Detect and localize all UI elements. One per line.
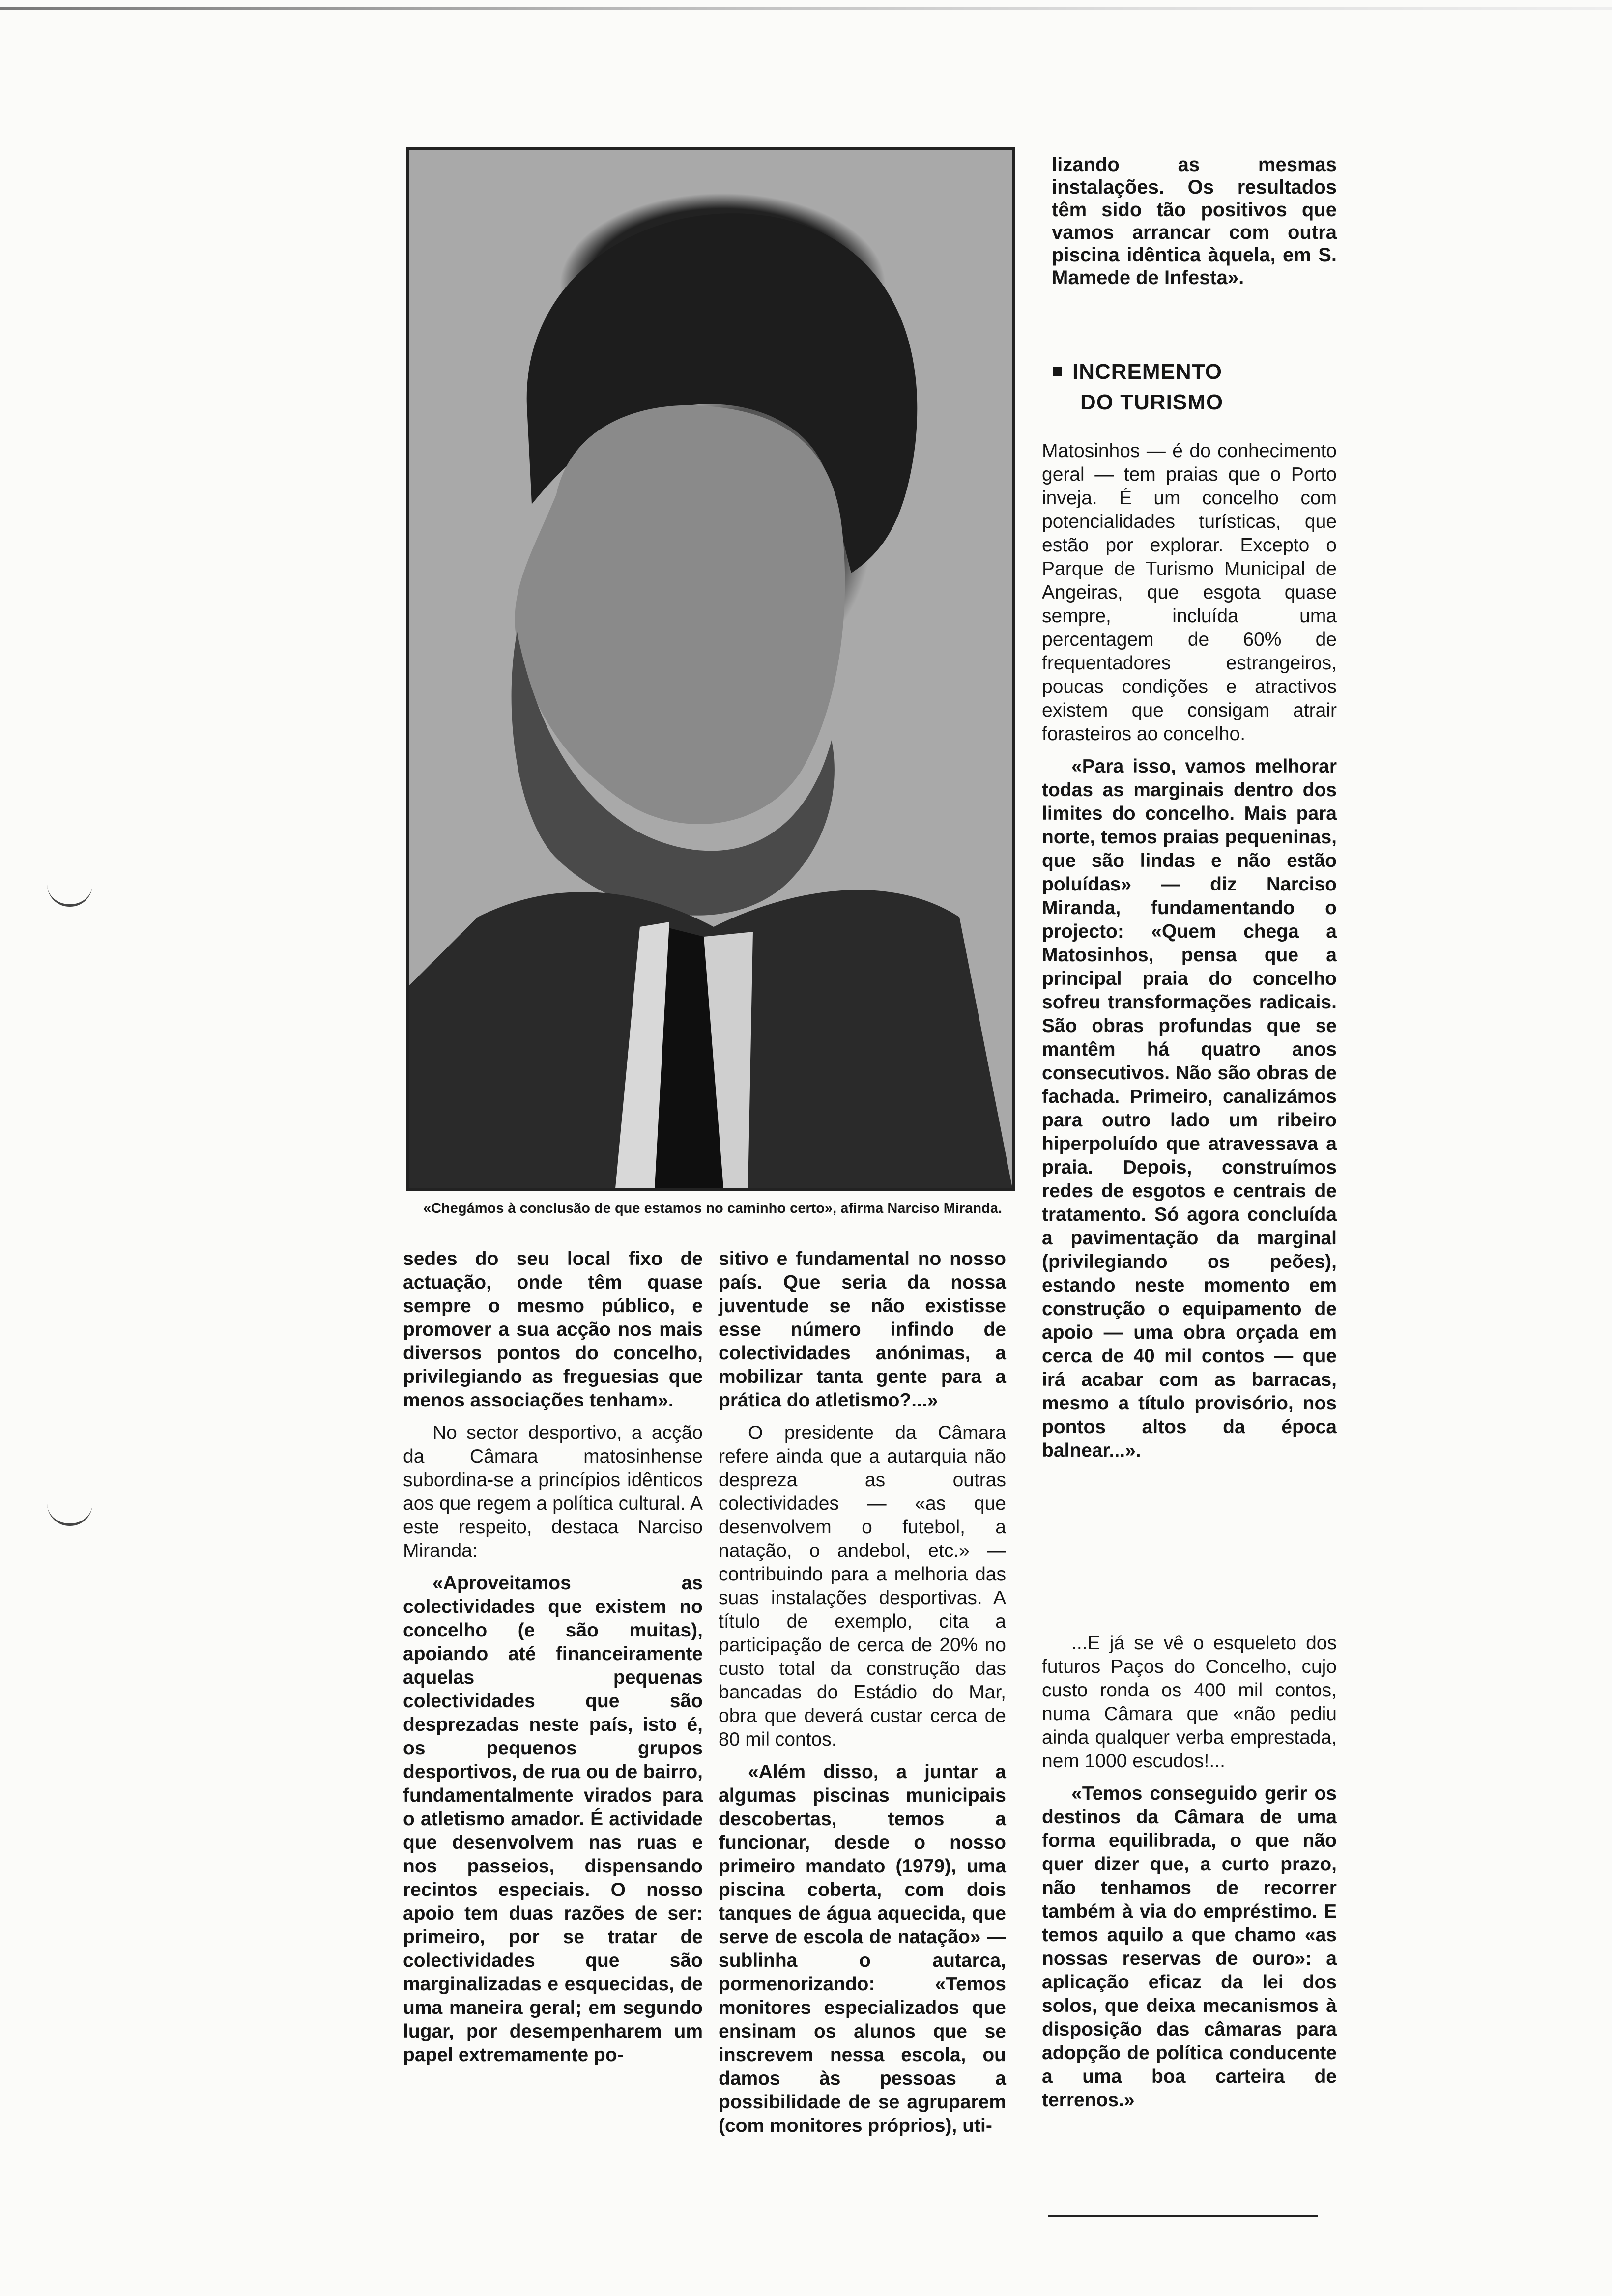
photo-caption: «Chegámos à conclusão de que estamos no caminho certo», afirma Narciso Miranda.: [423, 1201, 1003, 1216]
bullet-square-icon: [1053, 367, 1062, 376]
left-column: [403, 1247, 703, 2076]
punch-hole-mark: [47, 885, 92, 907]
heading-line: INCREMENTO: [1072, 360, 1222, 384]
paragraph: O presidente da Câmara refere ainda que a autarquia não despreza as outras colectividades — «as que desenvolvem o futebol, a natação, o andebol, etc.» — contribuindo para a melhoria das suas instalações desportivas. A título de exemplo, cita a participação de cerca de 20% no custo total da construção das bancadas do Estádio do Mar, obra que deverá custar cerca de 80 mil contos.: [719, 1422, 1006, 1750]
paragraph: «Temos conseguido gerir os destinos da Câmara de uma forma equilibrada, o que não quer dizer que, a curto prazo, não tenhamos de recorrer também à via do empréstimo. E temos aquilo a que chamo «as nossas reservas de ouro»: a aplicação eficaz da lei dos solos, que deixa mecanismos à disposição das câmaras para adopção de política conducente a uma boa carteira de terrenos.»: [1042, 1783, 1337, 2111]
right-column-lower: [1042, 1632, 1337, 2121]
portrait-photo: [406, 147, 1015, 1191]
middle-column: [719, 1247, 1006, 2147]
right-column: [1042, 439, 1337, 1471]
paragraph: Matosinhos — é do conhecimento geral — tem praias que o Porto inveja. É um concelho com potencialidades turísticas, que estão por explorar. Excepto o Parque de Turismo Municipal de Angeiras, que esgota quase sempre, incluída uma percentagem de 60% de frequentadores estrangeiros, poucas condições e atractivos existem que consigam atrair forasteiros ao concelho.: [1042, 440, 1337, 745]
end-rule: [1048, 2215, 1318, 2217]
paragraph: «Aproveitamos as colectividades que existem no concelho (e são muitas), apoiando até financeiramente aquelas pequenas colectividades que são desprezadas neste país, isto é, os pequenos grupos desportivos, de rua ou de bairro, fundamentalmente virados para o atletismo amador. É actividade que desenvolvem nas ruas e nos passeios, dispensando recintos especiais. O nosso apoio tem duas razões de ser: primeiro, por se tratar de colectividades que são marginalizadas e esquecidas, de uma maneira geral; em segundo lugar, por desempenharem um papel extremamente po-: [403, 1573, 703, 2066]
top-right-paragraph: [1052, 153, 1337, 298]
portrait-illustration: [409, 150, 1012, 1188]
paragraph: «Além disso, a juntar a algumas piscinas municipais descobertas, temos a funcionar, desde o nosso primeiro mandato (1979), uma piscina coberta, com dois tanques de água aquecida, que serve de escola de natação» — sublinha o autarca, pormenorizando: «Temos monitores especializados que ensinam os alunos que se inscrevem nessa escola, ou damos às pessoas a possibilidade de se agruparem (com monitores próprios), uti-: [719, 1761, 1006, 2136]
punch-hole-mark: [47, 1504, 92, 1526]
paragraph: «Para isso, vamos melhorar todas as marginais dentro dos limites do concelho. Mais para norte, temos praias pequeninas, que são lindas e não estão poluídas» — diz Narciso Miranda, fundamentando o projecto: «Quem chega a Matosinhos, pensa que a principal praia do concelho sofreu transformações radicais. São obras profundas que se mantêm há quatro anos consecutivos. Não são obras de fachada. Primeiro, canalizámos para outro lado um ribeiro hiperpoluído que atravessava a praia. Depois, construímos redes de esgotos e centrais de tratamento. Só agora concluída a pavimentação da marginal (privilegiando os peões), estando neste momento em construção o equipamento de apoio — uma obra orçada em cerca de 40 mil contos — que irá acabar com as barracas, mesmo a título provisório, nos pontos altos da época balnear...».: [1042, 756, 1337, 1461]
section-heading: [1046, 357, 1341, 418]
paragraph: sedes do seu local fixo de actuação, onde têm quase sempre o mesmo público, e promover a sua acção nos mais diversos pontos do concelho, privilegiando as freguesias que menos associações tenham».: [403, 1248, 703, 1411]
paragraph: sitivo e fundamental no nosso país. Que seria da nossa juventude se não existisse esse número infindo de colectividades anónimas, a mobilizar tanta gente para a prática do atletismo?...»: [719, 1248, 1006, 1411]
paragraph: No sector desportivo, a acção da Câmara matosinhense subordina-se a princípios idênticos aos que regem a política cultural. A este respeito, destaca Narciso Miranda:: [403, 1422, 703, 1561]
heading-line: DO TURISMO: [1080, 390, 1224, 414]
scan-edge: [0, 7, 1612, 10]
paragraph: lizando as mesmas instalações. Os resultados têm sido tão positivos que vamos arrancar com outra piscina idêntica àquela, em S. Mamede de Infesta».: [1052, 154, 1337, 288]
paragraph: ...E já se vê o esqueleto dos futuros Paços do Concelho, cujo custo ronda os 400 mil contos, numa Câmara que «não pediu ainda qualquer verba emprestada, nem 1000 escudos!...: [1042, 1633, 1337, 1772]
